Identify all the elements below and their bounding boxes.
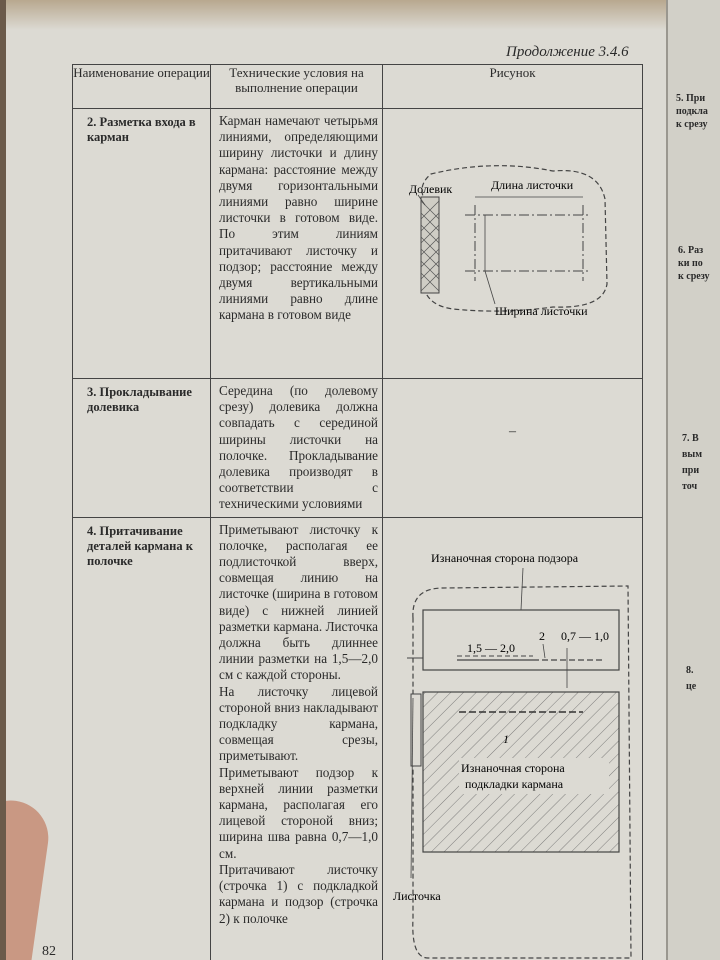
table-row — [73, 379, 643, 518]
stitch-2-label: 2 — [539, 628, 545, 643]
table-header-row — [73, 65, 643, 109]
table-row — [73, 517, 643, 960]
next-page-text: 8. — [686, 665, 694, 676]
next-page-text: при — [682, 465, 700, 476]
listochka-label: Листочка — [393, 888, 441, 903]
stitching-diagram — [383, 518, 643, 960]
operation-name: 3. Прокладывание долевика — [73, 379, 211, 518]
operation-name: 4. Притачивание деталей кармана к полочке — [73, 517, 211, 960]
next-page-text: 6. Раз — [678, 245, 704, 256]
figure-cell-stitching — [383, 517, 643, 960]
page-top-shadow — [6, 0, 682, 30]
next-page-text: ки по — [678, 258, 703, 269]
next-page-text: к срезу — [676, 119, 708, 130]
header-operation: Наименование операции — [73, 65, 211, 109]
stitch-1-label: 1 — [503, 731, 509, 746]
conditions-cell: Приметывают листочку к полочке, располагая ее подлисточкой вверх, совмещая линию на листочке (ширина в готовом виде) с нижней линией разметки кармана. Листочка должна быть длиннее линии разметки на 1,5—2,0 см с каждой стороны. На листочку лицевой стороной вниз накладывают подкладку кармана, совмещая срезы, приметывают. Приметывают подзор к верхней линии разметки кармана, располагая его лицевой стороной вниз; ширина шва равна 0,7—1,0 см. Притачивают листочку (строчка 1) с подкладкой кармана и подзор (строчка 2) к полочке — [211, 517, 383, 960]
next-page-text: 7. В — [682, 433, 699, 444]
next-page-text: це — [686, 681, 697, 692]
header-conditions: Технические условия на выполнение операции — [211, 65, 383, 109]
dim-1: 1,5 — 2,0 — [467, 640, 515, 655]
next-page-text: к срезу — [678, 271, 710, 282]
next-page-text: подкла — [676, 106, 708, 117]
podzor-label: Изнаночная сторона подзора — [431, 550, 579, 565]
conditions-cell: Карман намечают четырьмя линиями, определяющими ширину листочки и длину кармана: расстояние между двумя горизонтальными линиями равно ширине листочки в готовом виде. По этим линиям притачивают листочку и подзор; расстояние между двумя вертикальными линиями равно длине кармана в готовом виде — [211, 109, 383, 379]
next-page-text: 5. При — [676, 93, 706, 104]
length-label: Длина листочки — [491, 178, 574, 192]
book-page — [6, 0, 682, 960]
table-row — [73, 109, 643, 379]
continuation-label: Продолжение 3.4.6 — [506, 44, 629, 60]
operations-table — [72, 64, 643, 960]
podkladka-label-1: Изнаночная сторона — [461, 760, 565, 775]
next-page-text: точ — [682, 481, 698, 492]
width-label: Ширина листочки — [495, 304, 588, 318]
conditions-cell: Середина (по долевому срезу) долевика должна совпадать с серединой ширины листочки на полочке. Прокладывание долевика производят в соответствии с техническими условиями — [211, 379, 383, 518]
next-page-edge — [666, 0, 720, 960]
podkladka-label-2: подкладки кармана — [465, 776, 564, 791]
dim-2: 0,7 — 1,0 — [561, 628, 609, 643]
finger-thumb — [6, 796, 53, 960]
dolevik-label: Долевик — [409, 182, 453, 196]
page-number: 82 — [42, 944, 56, 959]
operation-name: 2. Разметка входа в карман — [73, 109, 211, 379]
figure-cell-markup — [383, 109, 643, 379]
header-figure: Рисунок — [383, 65, 643, 109]
figure-cell-empty: – — [383, 379, 643, 518]
markup-diagram — [383, 109, 643, 374]
next-page-text: вым — [682, 449, 703, 460]
